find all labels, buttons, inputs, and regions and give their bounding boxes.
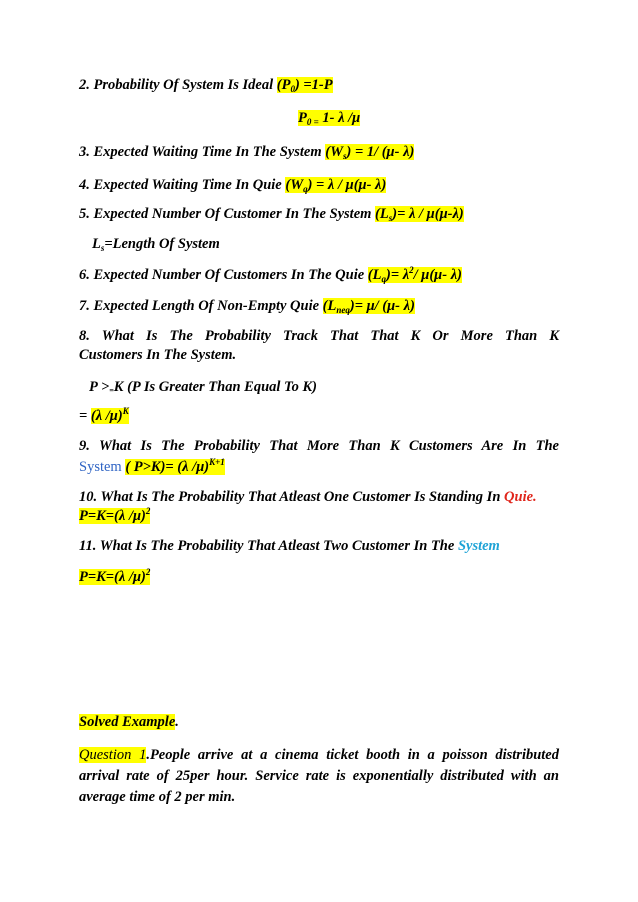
item-10-formula-line: P=K=(λ /μ)$^2$	[79, 506, 151, 524]
item-2-text: 2. Probability Of System Is Ideal	[79, 77, 277, 93]
item-9-line-1: 9. What Is The Probability That More Than K Customers Are In The	[79, 438, 559, 454]
item-7: 7. Expected Length Of Non-Empty Quie $(L_{neq})= \mu/$ (μ- λ)	[79, 298, 415, 315]
item-9-line-2	[79, 458, 225, 476]
item-2-formula-line: $P_{0 =}$ 1- λ /μ	[298, 110, 361, 127]
item-11-system-word: System	[457, 538, 500, 554]
question-1-line-1: Question 1.People arrive at a cinema ticket booth in a poisson distributed	[79, 747, 559, 763]
item-6-formula: $(L_q)= \lambda^2/$ μ(μ- λ)	[367, 265, 462, 284]
item-11-formula-line: P=K=(λ /μ)$^2$	[79, 567, 151, 585]
item-9-system-word: System	[79, 459, 122, 475]
item-8-p: P >=K (P Is Greater Than Equal To K)	[89, 379, 317, 395]
question-1-line-3: average time of 2 per min.	[79, 789, 236, 805]
item-5-formula: $(L_s)= \lambda / \mu(\mu-\lambda)$	[375, 206, 464, 223]
item-10-quie-word: Quie.	[504, 489, 537, 505]
question-1-label: Question 1	[79, 747, 147, 763]
item-3-formula: $(W_s) = 1/$ (μ- λ)	[325, 144, 415, 161]
item-8-line-2: Customers In The System.	[79, 347, 237, 363]
solved-example-heading: Solved Example.	[79, 714, 179, 730]
item-7-formula: $(L_{neq})= \mu/$ (μ- λ)	[322, 298, 415, 315]
item-8-eq: = (λ /μ)$^K$	[79, 406, 129, 424]
question-1-line-2: arrival rate of 25per hour. Service rate is exponentially distributed with an	[79, 768, 559, 784]
ls-definition: $L_s=Length$ Of System	[92, 236, 220, 253]
item-2	[79, 76, 333, 94]
item-9-formula: ( P>K)= (λ /μ)$^{K+1}$	[125, 457, 225, 475]
item-4: 4. Expected Waiting Time In Quie $(W_q) = \lambda / \mu(\mu-$ λ)	[79, 177, 387, 194]
item-6: 6. Expected Number Of Customers In The Quie $(L_q)= \lambda^2/$ μ(μ- λ)	[79, 265, 462, 284]
item-8-line-1: 8. What Is The Probability Track That That K Or More Than K	[79, 328, 559, 344]
item-11-line-1: 11. What Is The Probability That Atleast Two Customer In The System	[79, 538, 500, 554]
item-2-formula: $(P_0) =1-P$	[276, 77, 333, 94]
item-3: 3. Expected Waiting Time In The System $(W_s) = 1/$ (μ- λ)	[79, 144, 415, 161]
item-4-formula: $(W_q) = \lambda / \mu(\mu-$ λ)	[285, 177, 387, 194]
item-5: 5. Expected Number Of Customer In The System $(L_s)= \lambda / \mu(\mu-\lambda)$	[79, 206, 464, 223]
item-10-line-1: 10. What Is The Probability That Atleast One Customer Is Standing In Quie.	[79, 489, 537, 505]
